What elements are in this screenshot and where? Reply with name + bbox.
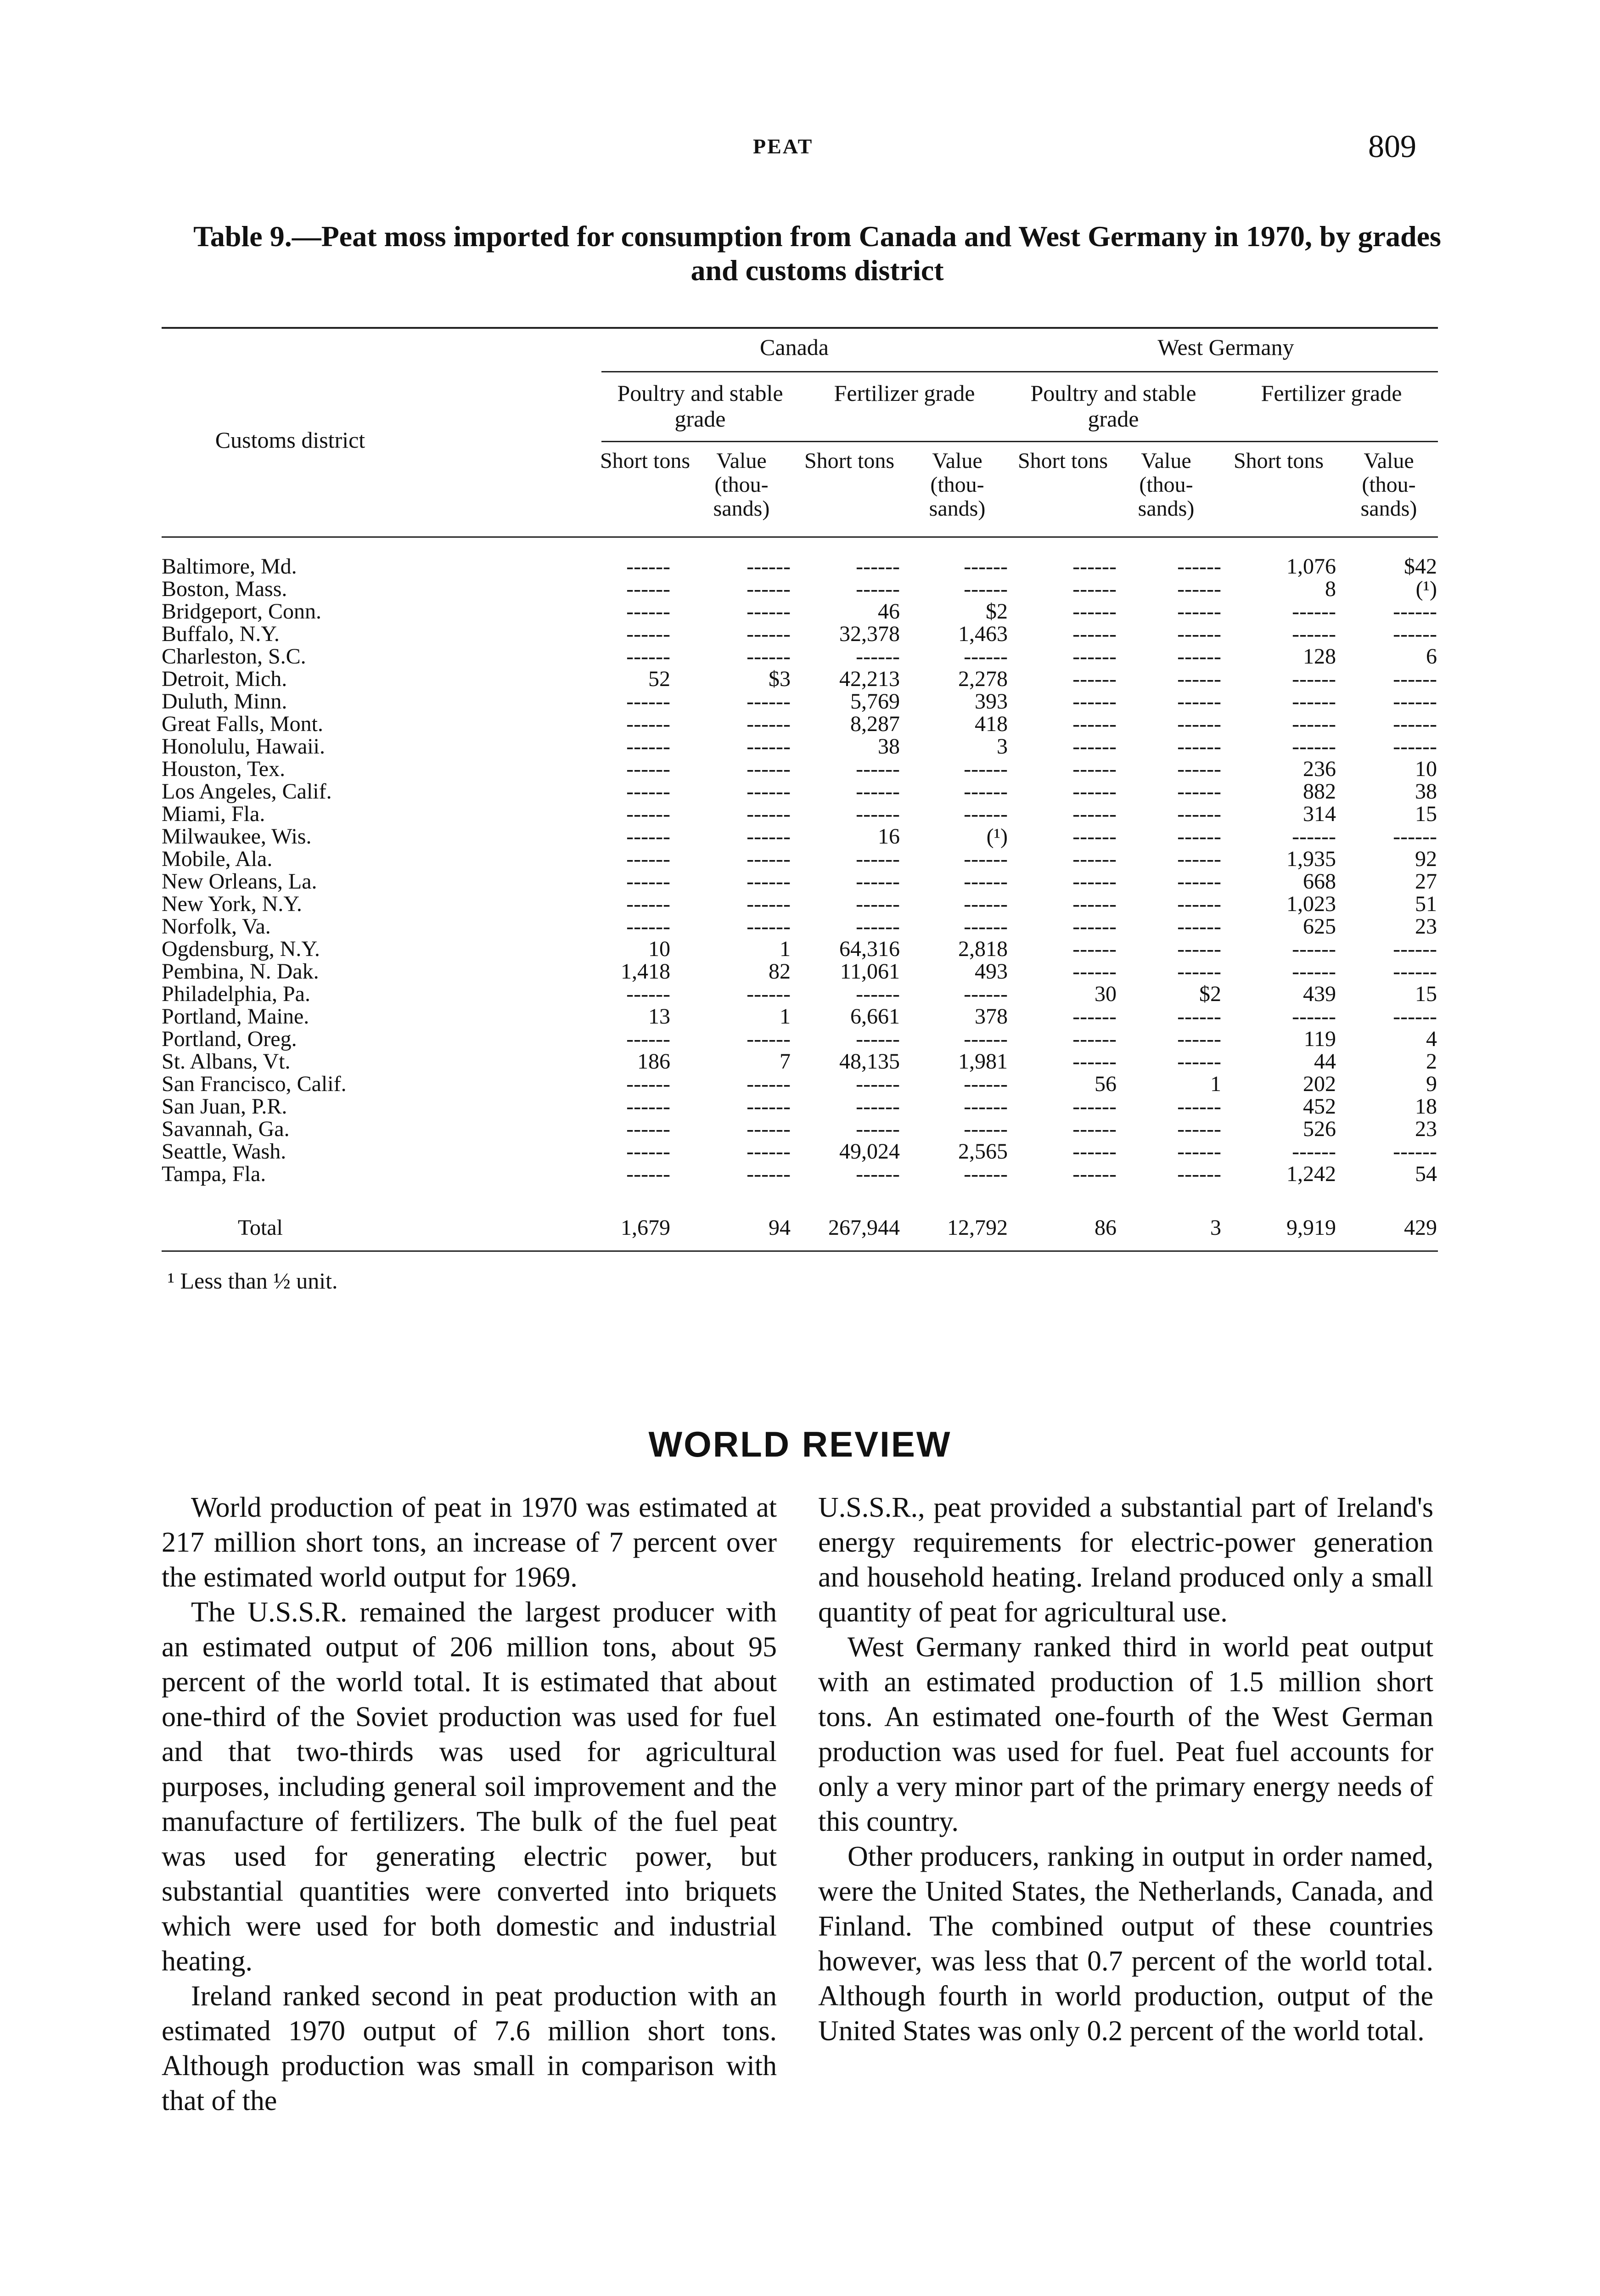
table-cell: ------	[856, 1094, 900, 1119]
table-cell: 6,661	[850, 1004, 900, 1029]
table-cell: ------	[1072, 1027, 1117, 1051]
table-cell: 2,818	[958, 937, 1008, 961]
table-cell: 1,242	[1286, 1162, 1336, 1186]
table-cell: ------	[1177, 937, 1221, 961]
district-label: Norfolk, Va.	[162, 914, 271, 939]
table-cell: ------	[747, 644, 791, 669]
header-bottom-rule	[162, 536, 1438, 538]
table-cell: ------	[1393, 1004, 1437, 1029]
table-cell: 493	[975, 959, 1008, 984]
table-cell: 1,076	[1286, 554, 1336, 579]
table-cell: 10	[648, 937, 670, 961]
table-cell: 236	[1303, 757, 1336, 781]
table-cell: ------	[1177, 554, 1221, 579]
table-cell: 668	[1303, 869, 1336, 894]
table-cell: 2,565	[958, 1139, 1008, 1164]
table-cell: ------	[1177, 779, 1221, 804]
table-cell: ------	[1072, 599, 1117, 624]
table-cell: 186	[637, 1049, 670, 1074]
body-paragraph: World production of peat in 1970 was estimated at 217 million short tons, an increase of 7 percent over the estimated world output for 1969.	[162, 1492, 777, 1593]
table-cell: ------	[856, 577, 900, 601]
district-label: Detroit, Mich.	[162, 667, 287, 691]
table-footnote: ¹ Less than ½ unit.	[168, 1268, 338, 1294]
table-cell: ------	[1177, 577, 1221, 601]
table-cell: ------	[1393, 667, 1437, 691]
table-cell: ------	[1177, 959, 1221, 984]
table-cell: ------	[1072, 847, 1117, 871]
table-cell: 32,378	[839, 622, 900, 646]
table-cell: ------	[856, 644, 900, 669]
table-cell: ------	[1292, 599, 1336, 624]
table-cell: 1,981	[958, 1049, 1008, 1074]
grade-header-3: Poultry and stable grade	[1030, 380, 1196, 432]
table-cell: ------	[1292, 667, 1336, 691]
table-cell: ------	[964, 577, 1008, 601]
table-cell: 48,135	[839, 1049, 900, 1074]
table-top-rule	[162, 327, 1438, 329]
table-cell: ------	[626, 802, 670, 826]
table-cell: 8,287	[850, 712, 900, 736]
table-cell: ------	[1177, 1004, 1221, 1029]
table-cell: ------	[626, 892, 670, 916]
table-cell: 1,935	[1286, 847, 1336, 871]
table-cell: ------	[747, 892, 791, 916]
right-text-column	[818, 1490, 1433, 2048]
table-cell: ------	[1292, 1004, 1336, 1029]
table-cell: ------	[1393, 622, 1437, 646]
table-cell: ------	[626, 1027, 670, 1051]
table-cell: ------	[964, 1117, 1008, 1141]
table-cell: ------	[964, 982, 1008, 1006]
table-cell: ------	[626, 1139, 670, 1164]
table-cell: ------	[747, 689, 791, 714]
col-header-7: Short tons	[1233, 449, 1324, 473]
table-cell: ------	[964, 1072, 1008, 1096]
table-cell: $3	[769, 667, 791, 691]
table-cell: (¹)	[986, 824, 1008, 849]
table-cell: 439	[1303, 982, 1336, 1006]
table-cell: ------	[747, 802, 791, 826]
page-number: 809	[1368, 129, 1416, 164]
table-cell: 1,418	[621, 959, 670, 984]
table-cell: ------	[747, 712, 791, 736]
table-cell: ------	[626, 757, 670, 781]
table-cell: ------	[964, 554, 1008, 579]
table-cell: 5,769	[850, 689, 900, 714]
district-label: New Orleans, La.	[162, 869, 317, 894]
table-cell: ------	[747, 599, 791, 624]
col-header-6: Value (thou- sands)	[1138, 449, 1195, 521]
table-cell: ------	[626, 577, 670, 601]
table-cell: ------	[1177, 689, 1221, 714]
table-cell: ------	[1177, 757, 1221, 781]
table-cell: ------	[626, 644, 670, 669]
table-cell: 378	[975, 1004, 1008, 1029]
district-label: Duluth, Minn.	[162, 689, 287, 714]
table-cell: ------	[747, 734, 791, 759]
district-label: Ogdensburg, N.Y.	[162, 937, 320, 961]
table-cell: 429	[1404, 1216, 1437, 1240]
table-cell: 15	[1415, 982, 1437, 1006]
table-cell: ------	[1177, 892, 1221, 916]
table-cell: ------	[964, 869, 1008, 894]
table-cell: ------	[1393, 824, 1437, 849]
table-cell: 27	[1415, 869, 1437, 894]
table-cell: ------	[1072, 824, 1117, 849]
table-cell: 452	[1303, 1094, 1336, 1119]
table-cell: ------	[1292, 712, 1336, 736]
district-label: Honolulu, Hawaii.	[162, 734, 325, 759]
table-cell: 314	[1303, 802, 1336, 826]
district-label: Miami, Fla.	[162, 802, 265, 826]
table-cell: ------	[1072, 712, 1117, 736]
district-label: Charleston, S.C.	[162, 644, 306, 669]
col-header-2: Value (thou- sands)	[713, 449, 770, 521]
table-cell: ------	[1292, 937, 1336, 961]
col-header-5: Short tons	[1017, 449, 1108, 473]
table-cell: 56	[1095, 1072, 1117, 1096]
table-cell: ------	[747, 757, 791, 781]
district-label: Mobile, Ala.	[162, 847, 273, 871]
table-cell: ------	[626, 1072, 670, 1096]
table-cell: ------	[1177, 1094, 1221, 1119]
table-cell: ------	[856, 802, 900, 826]
table-cell: 267,944	[828, 1216, 900, 1240]
table-cell: ------	[1393, 712, 1437, 736]
table-cell: ------	[1177, 869, 1221, 894]
table-cell: 1	[780, 937, 791, 961]
country-rule	[601, 371, 1438, 372]
table-cell: ------	[1292, 1139, 1336, 1164]
table-cell: ------	[1072, 802, 1117, 826]
table-cell: ------	[1177, 847, 1221, 871]
table-cell: ------	[964, 847, 1008, 871]
table-cell: ------	[856, 554, 900, 579]
district-label: Great Falls, Mont.	[162, 712, 323, 736]
table-cell: ------	[747, 1072, 791, 1096]
table-cell: ------	[1177, 644, 1221, 669]
table-cell: 49,024	[839, 1139, 900, 1164]
district-label: San Francisco, Calif.	[162, 1072, 347, 1096]
table-cell: 1,679	[621, 1216, 670, 1240]
table-cell: ------	[1072, 1139, 1117, 1164]
table-cell: 526	[1303, 1117, 1336, 1141]
table-cell: 23	[1415, 1117, 1437, 1141]
table-cell: ------	[1177, 667, 1221, 691]
district-label: Philadelphia, Pa.	[162, 982, 310, 1006]
table-cell: 1,463	[958, 622, 1008, 646]
table-cell: ------	[626, 1162, 670, 1186]
table-cell: ------	[1072, 937, 1117, 961]
district-label: Buffalo, N.Y.	[162, 622, 280, 646]
table-cell: 38	[878, 734, 900, 759]
table-cell: ------	[1072, 914, 1117, 939]
table-cell: 42,213	[839, 667, 900, 691]
table-cell: 1,023	[1286, 892, 1336, 916]
section-heading: WORLD REVIEW	[648, 1424, 952, 1464]
table-cell: ------	[1177, 712, 1221, 736]
col-header-3: Short tons	[804, 449, 895, 473]
table-cell: ------	[747, 622, 791, 646]
table-cell: ------	[747, 1094, 791, 1119]
table-cell: ------	[1072, 667, 1117, 691]
table-cell: ------	[856, 1162, 900, 1186]
district-label: Tampa, Fla.	[162, 1162, 266, 1186]
table-cell: ------	[856, 914, 900, 939]
table-cell: 418	[975, 712, 1008, 736]
table-cell: ------	[1393, 937, 1437, 961]
district-label: San Juan, P.R.	[162, 1094, 287, 1119]
table-cell: 46	[878, 599, 900, 624]
body-paragraph: Ireland ranked second in peat production with an estimated 1970 output of 7.6 million short tons. Although production was small in comparison with that of the	[162, 1981, 777, 2116]
table-cell: 119	[1303, 1027, 1336, 1051]
table-cell: ------	[626, 1117, 670, 1141]
table-cell: ------	[1072, 1094, 1117, 1119]
table-cell: 64,316	[839, 937, 900, 961]
grade-rule	[601, 441, 1438, 442]
table-cell: ------	[1072, 622, 1117, 646]
table-cell: ------	[747, 779, 791, 804]
table-cell: ------	[747, 869, 791, 894]
table-cell: 94	[769, 1216, 791, 1240]
table-cell: ------	[856, 1027, 900, 1051]
table-cell: 202	[1303, 1072, 1336, 1096]
table-cell: ------	[747, 554, 791, 579]
district-label: Baltimore, Md.	[162, 554, 297, 579]
district-label: Portland, Maine.	[162, 1004, 309, 1029]
table-cell: ------	[1177, 914, 1221, 939]
col-header-1: Short tons	[600, 449, 691, 473]
table-cell: 30	[1095, 982, 1117, 1006]
table-cell: ------	[1177, 622, 1221, 646]
district-label: Milwaukee, Wis.	[162, 824, 312, 849]
table-cell: 38	[1415, 779, 1437, 804]
table-cell: ------	[1177, 599, 1221, 624]
district-label: Savannah, Ga.	[162, 1117, 290, 1141]
table-cell: ------	[1072, 779, 1117, 804]
table-cell: ------	[1072, 689, 1117, 714]
table-cell: 2	[1426, 1049, 1437, 1074]
body-paragraph: Other producers, ranking in output in order named, were the United States, the Netherlands, Canada, and Finland. The combined output of these countries however, was less that 0.7 percent of the world total. Although fourth in world production, output of the United States was only 0.2 percent of the world total.	[818, 1841, 1433, 2047]
table-cell: ------	[964, 1162, 1008, 1186]
table-cell: ------	[1072, 1049, 1117, 1074]
table-cell: 3	[997, 734, 1008, 759]
table-cell: ------	[964, 1094, 1008, 1119]
table-cell: ------	[626, 734, 670, 759]
table-cell: ------	[626, 554, 670, 579]
col-header-4: Value (thou- sands)	[929, 449, 986, 521]
district-label: New York, N.Y.	[162, 892, 302, 916]
table-cell: ------	[1072, 644, 1117, 669]
district-label: Boston, Mass.	[162, 577, 287, 601]
table-cell: ------	[747, 577, 791, 601]
district-label: Houston, Tex.	[162, 757, 286, 781]
table-cell: 9	[1426, 1072, 1437, 1096]
country-header-canada: Canada	[760, 334, 829, 360]
table-cell: ------	[626, 712, 670, 736]
table-cell: 2,278	[958, 667, 1008, 691]
table-cell: 393	[975, 689, 1008, 714]
table-cell: 86	[1095, 1216, 1117, 1240]
table-cell: ------	[1177, 1049, 1221, 1074]
table-cell: $42	[1404, 554, 1437, 579]
table-title: Table 9.—Peat moss imported for consumption from Canada and West Germany in 1970, by grades and customs district	[193, 220, 1441, 287]
table-cell: ------	[626, 982, 670, 1006]
table-cell: ------	[626, 779, 670, 804]
left-text-column	[162, 1490, 777, 2118]
table-cell: ------	[1393, 959, 1437, 984]
district-label: Total	[238, 1216, 283, 1240]
table-cell: ------	[747, 1139, 791, 1164]
table-cell: ------	[856, 1117, 900, 1141]
col-header-8: Value (thou- sands)	[1360, 449, 1417, 521]
table-cell: 12,792	[947, 1216, 1008, 1240]
table-cell: ------	[747, 847, 791, 871]
table-cell: 6	[1426, 644, 1437, 669]
table-cell: ------	[1292, 824, 1336, 849]
district-label: Pembina, N. Dak.	[162, 959, 319, 984]
table-cell: 82	[769, 959, 791, 984]
table-cell: ------	[747, 1117, 791, 1141]
table-cell: ------	[856, 982, 900, 1006]
district-label: Bridgeport, Conn.	[162, 599, 321, 624]
table-cell: ------	[1177, 802, 1221, 826]
table-cell: ------	[626, 847, 670, 871]
table-cell: ------	[626, 622, 670, 646]
table-cell: 54	[1415, 1162, 1437, 1186]
table-cell: ------	[964, 892, 1008, 916]
table-cell: 92	[1415, 847, 1437, 871]
table-cell: ------	[747, 824, 791, 849]
table-cell: ------	[1292, 689, 1336, 714]
table-cell: 882	[1303, 779, 1336, 804]
table-cell: ------	[626, 1094, 670, 1119]
table-cell: ------	[1072, 1117, 1117, 1141]
table-cell: ------	[1177, 734, 1221, 759]
grade-header-1: Poultry and stable grade	[617, 380, 783, 432]
running-title: PEAT	[753, 135, 814, 158]
table-cell: 1	[1210, 1072, 1221, 1096]
district-label: St. Albans, Vt.	[162, 1049, 291, 1074]
table-cell: ------	[1072, 757, 1117, 781]
table-cell: 3	[1210, 1216, 1221, 1240]
table-cell: ------	[1177, 1139, 1221, 1164]
table-cell: ------	[964, 757, 1008, 781]
body-paragraph: West Germany ranked third in world peat output with an estimated production of 1.5 million short tons. An estimated one-fourth of the West German production was used for fuel. Peat fuel accounts for only a very minor part of the primary energy needs of this country.	[818, 1632, 1433, 1837]
table-cell: ------	[1177, 824, 1221, 849]
table-cell: ------	[856, 757, 900, 781]
table-cell: ------	[964, 914, 1008, 939]
table-cell: ------	[856, 892, 900, 916]
grade-header-2: Fertilizer grade	[834, 380, 975, 406]
table-cell: 11,061	[840, 959, 900, 984]
table-cell: 52	[648, 667, 670, 691]
table-cell: ------	[1072, 959, 1117, 984]
table-cell: ------	[1072, 1004, 1117, 1029]
table-cell: ------	[747, 1027, 791, 1051]
district-label: Portland, Oreg.	[162, 1027, 297, 1051]
table-cell: ------	[1292, 622, 1336, 646]
table-cell: 4	[1426, 1027, 1437, 1051]
table-cell: 9,919	[1286, 1216, 1336, 1240]
table-cell: $2	[1199, 982, 1221, 1006]
table-cell: 51	[1415, 892, 1437, 916]
table-cell: ------	[1072, 734, 1117, 759]
table-cell: 23	[1415, 914, 1437, 939]
table-cell: ------	[964, 644, 1008, 669]
table-cell: ------	[747, 1162, 791, 1186]
table-cell: (¹)	[1415, 577, 1437, 601]
table-cell: ------	[1177, 1117, 1221, 1141]
table-cell: ------	[1393, 1139, 1437, 1164]
table-cell: ------	[964, 779, 1008, 804]
table-cell: ------	[626, 599, 670, 624]
table-cell: ------	[1393, 689, 1437, 714]
table-cell: 8	[1325, 577, 1336, 601]
table-cell: ------	[856, 1072, 900, 1096]
table-cell: 625	[1303, 914, 1336, 939]
table-cell: ------	[1292, 734, 1336, 759]
stub-header: Customs district	[215, 427, 365, 453]
table-cell: ------	[964, 802, 1008, 826]
table-cell: ------	[747, 982, 791, 1006]
table-cell: 15	[1415, 802, 1437, 826]
table-cell: ------	[1177, 1162, 1221, 1186]
table-cell: 10	[1415, 757, 1437, 781]
table-cell: ------	[626, 689, 670, 714]
table-cell: 13	[648, 1004, 670, 1029]
table-cell: ------	[1072, 1162, 1117, 1186]
table-cell: ------	[1072, 892, 1117, 916]
body-paragraph: U.S.S.R., peat provided a substantial part of Ireland's energy requirements for electric-power generation and household heating. Ireland produced only a small quantity of peat for agricultural use.	[818, 1492, 1433, 1628]
table-cell: 128	[1303, 644, 1336, 669]
district-label: Seattle, Wash.	[162, 1139, 286, 1164]
table-cell: ------	[856, 847, 900, 871]
table-cell: 44	[1314, 1049, 1336, 1074]
table-cell: ------	[626, 914, 670, 939]
table-cell: ------	[964, 1027, 1008, 1051]
table-cell: ------	[1072, 869, 1117, 894]
body-paragraph: The U.S.S.R. remained the largest producer with an estimated output of 206 million tons, about 95 percent of the world total. It is estimated that about one-third of the Soviet production was used for fuel and that two-thirds was used for agricultural purposes, including general soil improvement and the manufacture of fertilizers. The bulk of the fuel peat was used for generating electric power, but substantial quantities were converted into briquets which were used for both domestic and industrial heating.	[162, 1597, 777, 1977]
table-cell: 16	[878, 824, 900, 849]
table-cell: ------	[856, 779, 900, 804]
country-header-west-germany: West Germany	[1157, 334, 1294, 360]
table-cell: 18	[1415, 1094, 1437, 1119]
table-cell: ------	[626, 869, 670, 894]
table-cell: $2	[986, 599, 1008, 624]
district-label: Los Angeles, Calif.	[162, 779, 332, 804]
table-cell: ------	[856, 869, 900, 894]
table-cell: ------	[626, 824, 670, 849]
table-cell: ------	[1072, 554, 1117, 579]
table-bottom-rule	[162, 1250, 1438, 1252]
table-cell: ------	[1393, 599, 1437, 624]
table-cell: ------	[1177, 1027, 1221, 1051]
table-cell: ------	[1072, 577, 1117, 601]
table-cell: ------	[1292, 959, 1336, 984]
table-cell: 1	[780, 1004, 791, 1029]
table-cell: ------	[747, 914, 791, 939]
table-cell: 7	[780, 1049, 791, 1074]
grade-header-4: Fertilizer grade	[1261, 380, 1402, 406]
table-cell: ------	[1393, 734, 1437, 759]
